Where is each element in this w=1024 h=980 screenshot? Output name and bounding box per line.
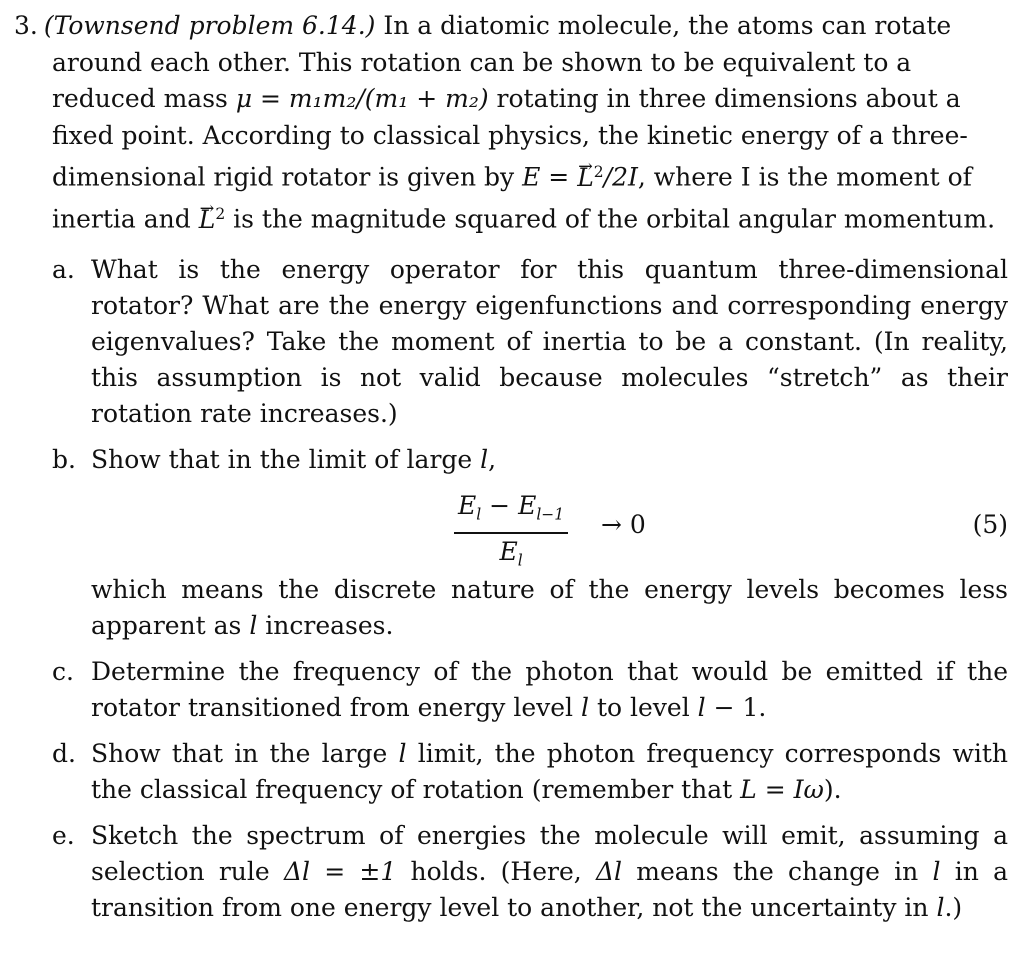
part-c — [52, 654, 1008, 726]
equation-number: (5) — [972, 510, 1008, 539]
part-e-text — [91, 821, 1008, 922]
problem-intro — [14, 8, 1008, 238]
equation-numerator: $E_l - E_{l-1}$ — [458, 491, 565, 524]
part-b-after-b: increases. — [257, 611, 394, 640]
fraction-bar — [454, 532, 568, 534]
part-b-text-a: Show that in the limit of large — [91, 445, 481, 474]
part-c-text-b: to level — [589, 693, 698, 722]
part-c-l2: l — [697, 693, 706, 722]
part-b-text — [91, 445, 496, 474]
part-b-text-b: , — [488, 445, 497, 474]
part-a-text: What is the energy operator for this quantum three-dimensional rotator? What are the energy eigenfunctions and corresponding energy eigenvalues? Take the moment of inertia to be a constant. (In reality, this assumption is not valid because molecules “stretch” as their rotation rate increases.) — [91, 255, 1008, 428]
part-c-label: c. — [52, 657, 74, 686]
equals-sign: = — [540, 162, 578, 192]
part-d-text-b: limit, the photon frequency corresponds with the classical frequency of rotation (remember that — [91, 739, 1008, 804]
part-e-label: e. — [52, 821, 75, 850]
part-c-text-c: − 1. — [705, 693, 767, 722]
part-e — [52, 818, 1008, 926]
part-d-equation: L = Iω — [740, 775, 824, 804]
reduced-mass-formula: μ = m₁m₂/(m₁ + m₂) — [235, 84, 489, 113]
part-b-after-a: which means the discrete nature of the energy levels becomes less apparent as — [91, 575, 1008, 640]
angular-momentum-vector: L → — [577, 160, 594, 197]
intro-text-3b: rotating in three dimensions about a — [488, 84, 961, 113]
part-e-delta-l: Δl — [595, 857, 623, 886]
intro-text-3a: reduced mass — [52, 84, 236, 113]
part-d-text-c: ). — [823, 775, 842, 804]
part-e-text-c: means the change in — [622, 857, 933, 886]
problem-title: (Townsend problem 6.14.) — [43, 11, 376, 40]
intro-text-5a: dimensional rigid rotator is given by — [52, 162, 523, 192]
equation-arrow: → 0 — [601, 510, 646, 539]
part-b-label: b. — [52, 445, 76, 474]
equation-5 — [91, 490, 1008, 568]
angular-momentum-vector-2: L → — [199, 202, 216, 239]
equation-fraction — [454, 490, 568, 576]
intro-text-6b: is the magnitude squared of the orbital angular momentum. — [225, 204, 996, 234]
intro-paragraph — [14, 8, 1008, 238]
intro-text-6a: inertia and — [52, 204, 199, 234]
part-e-l2: l — [936, 893, 945, 922]
part-d-text — [91, 739, 1008, 804]
intro-line-4: fixed point. According to classical physics, the kinetic energy of a three- — [52, 120, 968, 150]
problem-number: 3. — [14, 11, 38, 40]
part-d-l1: l — [398, 739, 407, 768]
part-d-text-a: Show that in the large — [91, 739, 399, 768]
part-e-text-a: Sketch the spectrum of energies the molecule will emit, assuming a selection rule — [91, 821, 1008, 886]
part-b-after-l: l — [249, 611, 258, 640]
intro-text-1: In a diatomic molecule, the atoms can rotate — [383, 11, 952, 40]
part-b — [52, 442, 1008, 644]
intro-line-6: inertia and L →$^2$ is the magnitude squared of the orbital angular momentum. — [14, 196, 1008, 238]
energy-symbol: E — [522, 162, 541, 192]
problem-parts — [52, 252, 1008, 936]
part-b-after — [91, 575, 1008, 640]
intro-line-5: dimensional rigid rotator is given by E = L →$^2$/2I, where I is the moment of — [14, 154, 1008, 196]
intro-line-1 — [14, 8, 1008, 45]
part-a-label: a. — [52, 255, 75, 284]
part-e-text-e: .) — [944, 893, 963, 922]
part-a — [52, 252, 1008, 432]
part-d — [52, 736, 1008, 808]
part-c-text-a: Determine the frequency of the photon that would be emitted if the rotator transitioned from energy level — [91, 657, 1008, 722]
intro-line-3 — [14, 81, 1008, 118]
part-e-text-b: holds. (Here, — [396, 857, 596, 886]
part-b-l: l — [480, 445, 489, 474]
part-e-text-d: in a transition from one energy level to another, not the uncertainty in — [91, 857, 1008, 922]
part-d-label: d. — [52, 739, 76, 768]
part-e-l1: l — [932, 857, 941, 886]
over-2i: /2I — [603, 162, 638, 192]
part-e-selection-rule: Δl = ±1 — [283, 857, 397, 886]
intro-text-5b: , where I is the moment of — [637, 162, 972, 192]
part-c-text — [91, 657, 1008, 722]
intro-line-2: around each other. This rotation can be shown to be equivalent to a — [52, 47, 912, 77]
equation-denominator: $E_l$ — [499, 536, 523, 570]
part-c-l1: l — [581, 693, 589, 722]
